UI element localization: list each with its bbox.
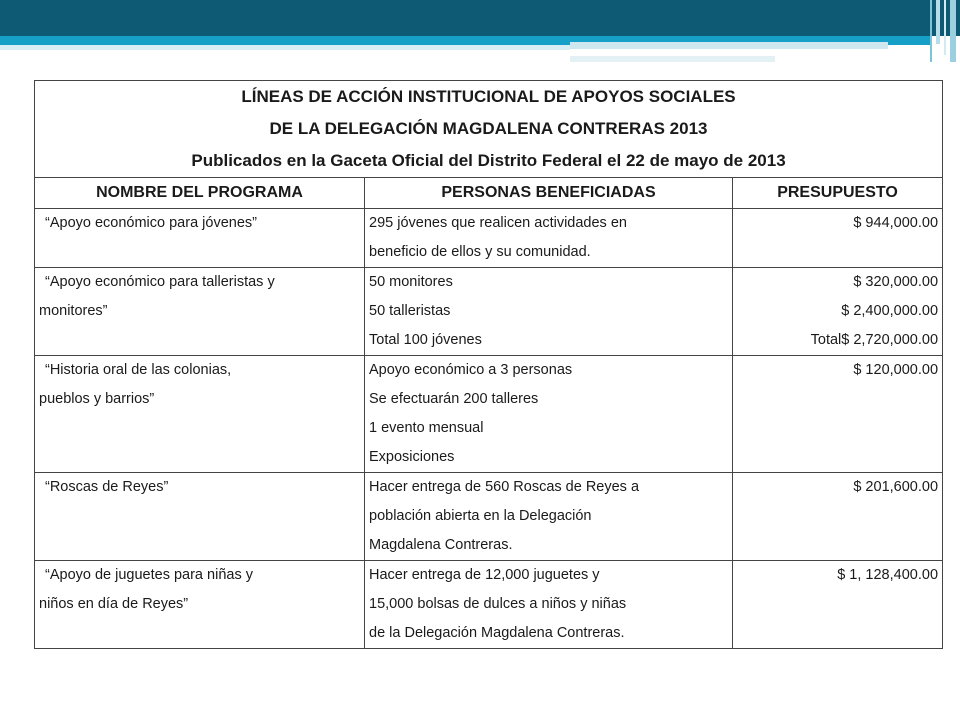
presupuesto-text: Total$ 2,720,000.00 (810, 332, 939, 348)
column-header-presupuesto: PRESUPUESTO (733, 178, 943, 209)
personas-text: población abierta en la Delegación (369, 508, 592, 524)
corner-stripe (936, 0, 940, 44)
cell-programa (35, 561, 365, 649)
presupuesto-text: $ 120,000.00 (853, 362, 939, 378)
title-line: Publicados en la Gaceta Oficial del Distrito Federal el 22 de mayo de 2013 (191, 151, 786, 170)
programa-text: “Roscas de Reyes” (45, 479, 169, 495)
table-row (35, 561, 943, 649)
presupuesto-text: $ 2,400,000.00 (841, 303, 939, 319)
cell-personas (365, 561, 733, 649)
cell-programa (35, 356, 365, 473)
personas-text: Hacer entrega de 560 Roscas de Reyes a (369, 479, 640, 495)
header-band-light (0, 45, 570, 50)
cell-programa (35, 209, 365, 268)
presupuesto-text: $ 320,000.00 (853, 274, 939, 290)
column-header-programa: NOMBRE DEL PROGRAMA (35, 178, 365, 209)
title-line: LÍNEAS DE ACCIÓN INSTITUCIONAL DE APOYOS SOCIALES (241, 87, 736, 106)
table-header-row (35, 178, 943, 209)
programa-text: “Apoyo de juguetes para niñas y (45, 567, 253, 583)
personas-text: Hacer entrega de 12,000 juguetes y (369, 567, 600, 583)
cell-personas (365, 356, 733, 473)
programa-text: monitores” (39, 303, 108, 319)
table-title (35, 81, 943, 178)
cell-personas (365, 209, 733, 268)
personas-text: Exposiciones (369, 449, 455, 465)
presupuesto-text: $ 1, 128,400.00 (837, 567, 939, 583)
table-title-row (35, 81, 943, 178)
cell-presupuesto (733, 268, 943, 356)
table-row (35, 356, 943, 473)
programa-text: pueblos y barrios” (39, 391, 155, 407)
cell-personas (365, 268, 733, 356)
personas-text: 50 monitores (369, 274, 453, 290)
personas-text: 1 evento mensual (369, 420, 484, 436)
cell-programa (35, 473, 365, 561)
corner-stripe (950, 0, 956, 62)
personas-text: Se efectuarán 200 talleres (369, 391, 539, 407)
programa-text: “Historia oral de las colonias, (45, 362, 232, 378)
presupuesto-text: $ 201,600.00 (853, 479, 939, 495)
personas-text: Apoyo económico a 3 personas (369, 362, 573, 378)
cell-presupuesto (733, 356, 943, 473)
programa-text: niños en día de Reyes” (39, 596, 189, 612)
table-row (35, 473, 943, 561)
table-row (35, 209, 943, 268)
cell-presupuesto (733, 561, 943, 649)
cell-presupuesto (733, 209, 943, 268)
header-accent-stripe-short (570, 56, 775, 62)
personas-text: beneficio de ellos y su comunidad. (369, 244, 591, 260)
presupuesto-text: $ 944,000.00 (853, 215, 939, 231)
column-header-personas: PERSONAS BENEFICIADAS (365, 178, 733, 209)
personas-text: 295 jóvenes que realicen actividades en (369, 215, 627, 231)
header-accent-gap (570, 49, 888, 52)
cell-programa (35, 268, 365, 356)
personas-text: Total 100 jóvenes (369, 332, 482, 348)
cell-personas (365, 473, 733, 561)
title-line: DE LA DELEGACIÓN MAGDALENA CONTRERAS 2013 (269, 119, 708, 138)
table-row (35, 268, 943, 356)
programs-table (34, 80, 943, 649)
corner-stripe (944, 0, 946, 55)
personas-text: Magdalena Contreras. (369, 537, 513, 553)
cell-presupuesto (733, 473, 943, 561)
personas-text: 50 talleristas (369, 303, 451, 319)
header-band-dark (0, 0, 960, 36)
programa-text: “Apoyo económico para talleristas y (45, 274, 275, 290)
personas-text: 15,000 bolsas de dulces a niños y niñas (369, 596, 627, 612)
programa-text: “Apoyo económico para jóvenes” (45, 215, 257, 231)
personas-text: de la Delegación Magdalena Contreras. (369, 625, 625, 641)
corner-stripe (930, 0, 932, 62)
